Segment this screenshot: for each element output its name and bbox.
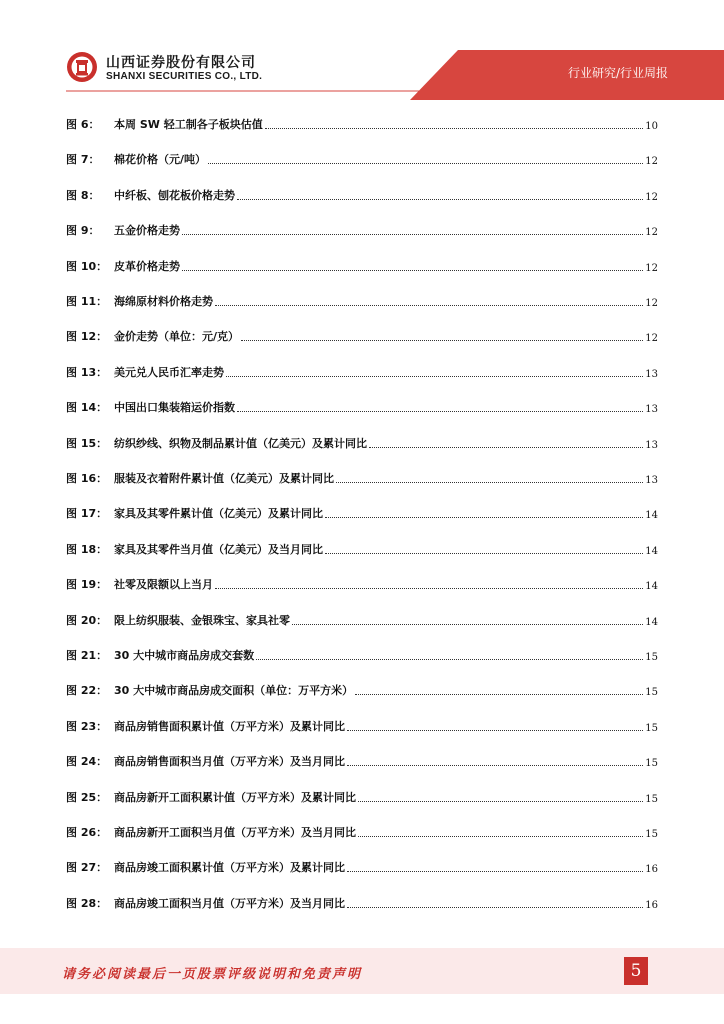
toc-entry[interactable] — [66, 785, 658, 805]
toc-dot-leader — [215, 304, 643, 306]
toc-page-number: 14 — [645, 510, 658, 522]
footer-disclaimer: 请务必阅读最后一页股票评级说明和免责声明 — [62, 967, 363, 982]
toc-page-number: 12 — [645, 333, 658, 345]
toc-dot-leader — [325, 552, 643, 554]
toc-page-number: 12 — [645, 298, 658, 309]
toc-dot-leader — [226, 375, 643, 377]
toc-entry[interactable] — [66, 714, 658, 734]
company-logo-icon — [66, 51, 98, 83]
toc-figure-title: 海绵原材料价格走势 — [114, 295, 213, 308]
toc-figure-number: 图 18： — [66, 542, 108, 556]
toc-entry[interactable] — [66, 891, 658, 911]
toc-page-number: 12 — [645, 191, 658, 203]
toc-figure-number: 图 24： — [66, 755, 108, 769]
toc-figure-number: 图 12： — [66, 330, 108, 344]
toc-dot-leader — [182, 233, 643, 235]
toc-dot-leader — [358, 835, 643, 837]
toc-figure-title: 服装及衣着附件累计值（亿美元）及累计同比 — [114, 472, 334, 485]
toc-figure-title: 美元兑人民币汇率走势 — [114, 365, 224, 379]
header-banner — [0, 0, 724, 100]
toc-dot-leader — [355, 693, 643, 695]
toc-dot-leader — [347, 764, 643, 766]
company-name-en: SHANXI SECURITIES CO., LTD. — [106, 71, 263, 82]
company-name-cn: 山西证券股份有限公司 — [106, 55, 256, 71]
toc-figure-number: 图 27： — [66, 861, 108, 875]
toc-entry[interactable] — [66, 820, 658, 840]
report-category: 行业研究/行业周报 — [567, 66, 668, 80]
toc-figure-title: 商品房竣工面积累计值（万平方米）及累计同比 — [114, 861, 345, 875]
toc-dot-leader — [369, 446, 643, 448]
toc-figure-number: 图 14： — [66, 401, 108, 415]
toc-figure-title: 五金价格走势 — [114, 224, 180, 238]
toc-figure-title: 棉花价格（元/吨） — [114, 153, 207, 167]
toc-entry[interactable] — [66, 537, 658, 557]
toc-dot-leader — [237, 410, 643, 412]
toc-page-number: 16 — [645, 899, 658, 911]
toc-dot-leader — [358, 800, 643, 802]
toc-entry[interactable] — [66, 360, 658, 380]
toc-page-number: 15 — [645, 687, 658, 699]
toc-dot-leader — [182, 269, 643, 271]
toc-dot-leader — [241, 339, 643, 341]
toc-page-number: 13 — [645, 404, 658, 416]
toc-entry[interactable] — [66, 431, 658, 451]
toc-page-number: 15 — [645, 758, 658, 770]
toc-entry[interactable] — [66, 608, 658, 628]
toc-figure-number: 图 6： — [66, 118, 100, 131]
toc-figure-title: 皮革价格走势 — [114, 259, 180, 273]
page-header — [0, 0, 724, 100]
toc-figure-title: 家具及其零件累计值（亿美元）及累计同比 — [114, 507, 323, 521]
toc-figure-title: 限上纺织服装、金银珠宝、家具社零 — [114, 613, 290, 627]
toc-figure-number: 图 25： — [66, 790, 108, 804]
toc-page-number: 15 — [645, 652, 658, 663]
toc-entry[interactable] — [66, 501, 658, 521]
toc-page-number: 10 — [645, 121, 658, 132]
toc-dot-leader — [256, 658, 643, 660]
page-number: 5 — [624, 957, 648, 985]
toc-page-number: 13 — [645, 368, 658, 380]
toc-figure-number: 图 19： — [66, 578, 108, 592]
toc-dot-leader — [336, 481, 643, 483]
toc-entry[interactable] — [66, 218, 658, 238]
toc-figure-title: 中国出口集装箱运价指数 — [114, 401, 235, 415]
toc-figure-number: 图 13： — [66, 365, 108, 379]
toc-dot-leader — [208, 162, 643, 164]
toc-dot-leader — [237, 198, 643, 200]
toc-figure-title: 社零及限额以上当月 — [114, 578, 213, 592]
toc-entry[interactable] — [66, 572, 658, 592]
toc-page-number: 15 — [645, 829, 658, 840]
toc-page-number: 16 — [645, 864, 658, 876]
toc-figure-number: 图 16： — [66, 472, 108, 485]
toc-figure-title: 纺织纱线、织物及制品累计值（亿美元）及累计同比 — [114, 436, 367, 450]
toc-page-number: 14 — [645, 581, 658, 593]
toc-entry[interactable] — [66, 324, 658, 344]
toc-figure-title: 商品房销售面积累计值（万平方米）及累计同比 — [114, 719, 345, 733]
toc-dot-leader — [347, 870, 643, 872]
toc-figure-title: 商品房销售面积当月值（万平方米）及当月同比 — [114, 755, 345, 769]
toc-figure-number: 图 15： — [66, 436, 108, 450]
toc-dot-leader — [292, 623, 643, 625]
toc-figure-title: 30 大中城市商品房成交套数 — [114, 649, 255, 662]
toc-page-number: 12 — [645, 262, 658, 274]
toc-page-number: 14 — [645, 616, 658, 628]
toc-figure-number: 图 9： — [66, 224, 100, 238]
toc-dot-leader — [325, 516, 643, 518]
toc-figure-number: 图 8： — [66, 188, 100, 202]
toc-figure-number: 图 10： — [66, 259, 108, 273]
toc-dot-leader — [347, 729, 643, 731]
toc-entry[interactable] — [66, 112, 658, 132]
toc-page-number: 13 — [645, 439, 658, 451]
toc-page-number: 15 — [645, 722, 658, 734]
toc-entry[interactable] — [66, 678, 658, 698]
toc-dot-leader — [347, 906, 643, 908]
toc-entry[interactable] — [66, 466, 658, 486]
toc-entry[interactable] — [66, 183, 658, 203]
toc-figure-title: 商品房新开工面积当月值（万平方米）及当月同比 — [114, 826, 356, 839]
toc-entry[interactable] — [66, 289, 658, 309]
toc-entry[interactable] — [66, 395, 658, 415]
toc-figure-title: 金价走势（单位：元/克） — [114, 330, 240, 344]
toc-page-number: 15 — [645, 793, 658, 805]
toc-page-number: 12 — [645, 227, 658, 239]
toc-figure-title: 商品房竣工面积当月值（万平方米）及当月同比 — [114, 896, 345, 910]
toc-entry[interactable] — [66, 855, 658, 875]
toc-figure-number: 图 20： — [66, 613, 108, 627]
toc-entry[interactable] — [66, 749, 658, 769]
toc-figure-number: 图 28： — [66, 896, 108, 910]
toc-figure-number: 图 21： — [66, 649, 108, 662]
toc-figure-title: 本周 SW 轻工制各子板块估值 — [114, 118, 263, 131]
toc-figure-title: 商品房新开工面积累计值（万平方米）及累计同比 — [114, 790, 356, 804]
toc-entry[interactable] — [66, 643, 658, 663]
toc-entry[interactable] — [66, 147, 658, 167]
toc-figure-number: 图 7： — [66, 153, 100, 167]
toc-entry[interactable] — [66, 254, 658, 274]
toc-dot-leader — [265, 127, 644, 129]
toc-dot-leader — [215, 587, 643, 589]
toc-page-number: 14 — [645, 545, 658, 557]
toc-figure-number: 图 17： — [66, 507, 108, 521]
toc-figure-number: 图 22： — [66, 684, 108, 698]
toc-figure-title: 中纤板、刨花板价格走势 — [114, 188, 235, 202]
toc-figure-number: 图 11： — [66, 295, 108, 308]
toc-figure-title: 家具及其零件当月值（亿美元）及当月同比 — [114, 542, 323, 556]
toc-page-number: 12 — [645, 156, 658, 168]
toc-page-number: 13 — [645, 475, 658, 486]
toc-figure-number: 图 23： — [66, 719, 108, 733]
toc-figure-number: 图 26： — [66, 826, 108, 839]
toc-figure-title: 30 大中城市商品房成交面积（单位：万平方米） — [114, 684, 354, 698]
